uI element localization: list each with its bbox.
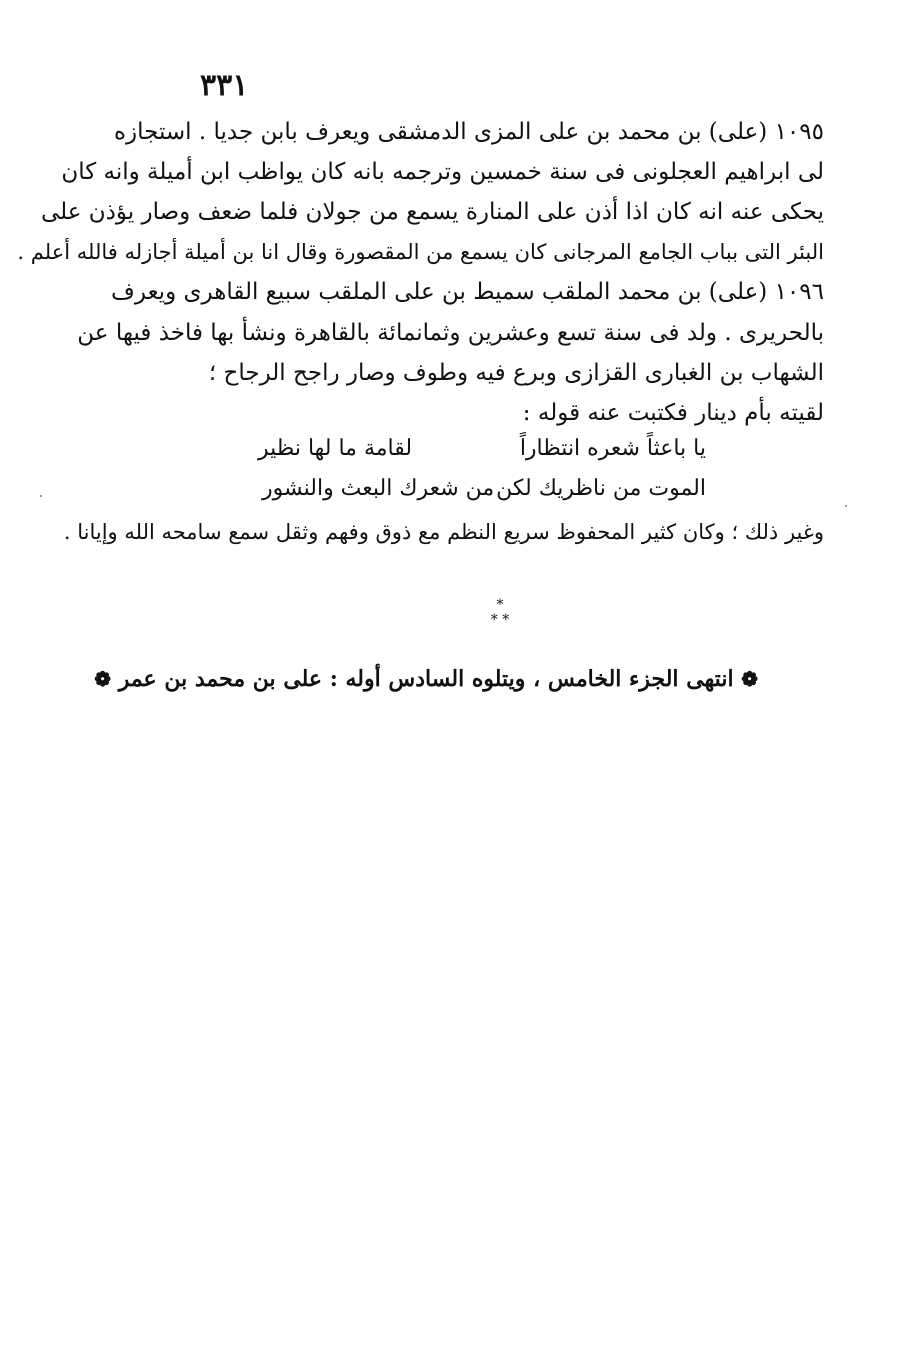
separator-star-top: * [496,597,504,613]
verse-2-first-hemistich: الموت من ناظريك لكن [496,476,706,501]
verse-2-second-hemistich: من شعرك البعث والنشور [262,476,495,501]
entry-1096-line-1: ١٠٩٦ (على) بن محمد الملقب سميط بن على الملقب سبيع القاهرى ويعرف [111,279,824,305]
entry-1096-closing: وغير ذلك ؛ وكان كثير المحفوظ سريع النظم مع ذوق وفهم وثقل سمع سامحه الله وإيانا . [63,520,824,544]
entry-1095-line-1: ١٠٩٥ (على) بن محمد بن على المزى الدمشقى ويعرف بابن جديا . استجازه [113,119,824,145]
entry-1096-line-3: الشهاب بن الغبارى القزازى وبرع فيه وطوف وصار راجح الرجاح ؛ [208,360,824,386]
scan-speck [845,505,847,507]
verse-1-second-hemistich: لقامة ما لها نظير [258,436,413,461]
section-separator [470,598,530,628]
entry-1095-line-3: يحكى عنه انه كان اذا أذن على المنارة يسمع من جولان فلما ضعف وصار يؤذن على [40,199,824,225]
entry-1096-line-2: بالحريرى . ولد فى سنة تسع وعشرين وثمانمائة بالقاهرة ونشأ بها فاخذ فيها عن [77,320,824,346]
separator-stars-bottom: * * [490,612,510,628]
ornament-left-icon: ❁ [94,667,112,691]
entry-1095-line-4: البئر التى بباب الجامع المرجانى كان يسمع من المقصورة وقال انا بن أميلة أجازله فالله أعلم . [17,240,824,264]
entry-1096-line-4: لقيته بأم دينار فكتبت عنه قوله : [522,400,824,426]
page-number: ٣٣١ [200,68,249,103]
entry-1095-line-2: لى ابراهيم العجلونى فى سنة خمسين وترجمه بانه كان يواظب ابن أميلة وانه كان [61,159,824,185]
scan-speck [40,495,42,497]
colophon [94,664,758,694]
colophon-text: انتهى الجزء الخامس ، ويتلوه السادس أوله : على بن محمد بن عمر [118,666,734,692]
verse-1-first-hemistich: يا باعثاً شعره انتظاراً [519,436,706,461]
ornament-right-icon: ❁ [741,667,758,691]
